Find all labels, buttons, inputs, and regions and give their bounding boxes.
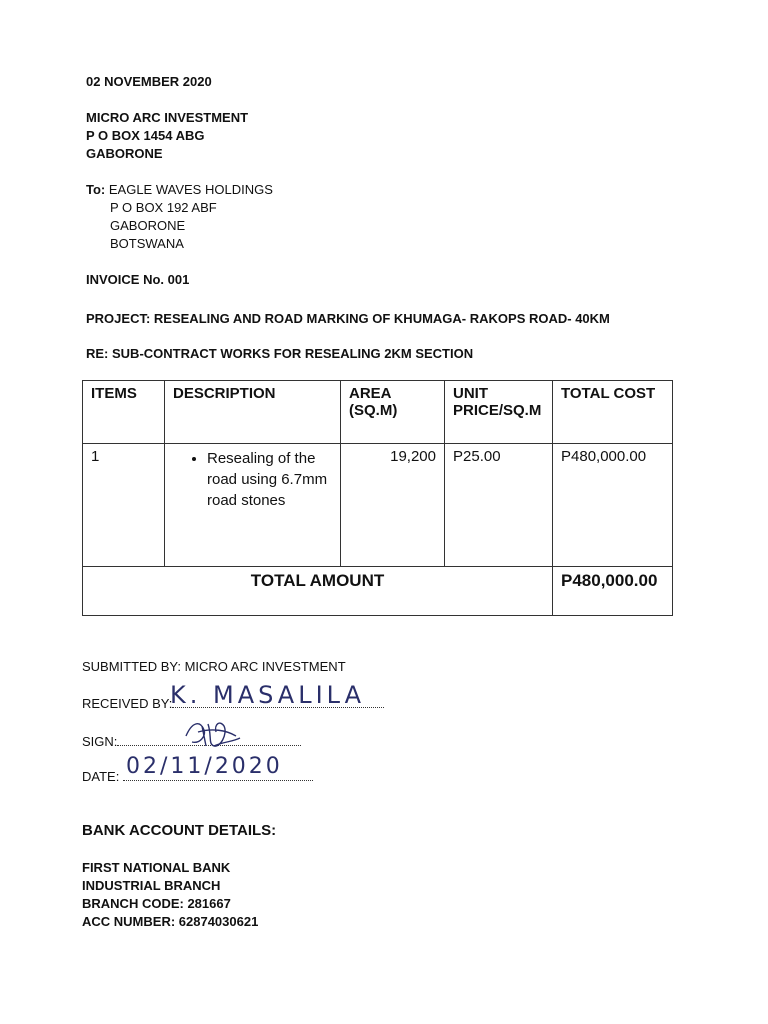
signature-mark	[178, 716, 248, 752]
submitted-by: SUBMITTED BY: MICRO ARC INVESTMENT	[82, 659, 346, 674]
table-row	[83, 444, 673, 567]
table-header-row	[83, 381, 673, 444]
total-amount-label: TOTAL AMOUNT	[83, 567, 553, 616]
invoice-number: INVOICE No. 001	[86, 272, 190, 287]
recipient-label: To:	[86, 182, 106, 197]
bank-branch-code: BRANCH CODE: 281667	[82, 896, 231, 911]
recipient-name: EAGLE WAVES HOLDINGS	[108, 182, 273, 197]
invoice-table	[82, 380, 673, 616]
bank-name: FIRST NATIONAL BANK	[82, 860, 231, 875]
project-line: PROJECT: RESEALING AND ROAD MARKING OF KHUMAGA- RAKOPS ROAD- 40KM	[86, 311, 610, 326]
recipient-box: P O BOX 192 ABF	[110, 200, 217, 215]
invoice-date: 02 NOVEMBER 2020	[86, 74, 212, 89]
bank-acc-number: ACC NUMBER: 62874030621	[82, 914, 259, 929]
bank-branch: INDUSTRIAL BRANCH	[82, 878, 221, 893]
cell-area: 19,200	[341, 444, 445, 567]
date-handwriting: 02/11/2020	[126, 754, 283, 779]
cell-unit-price: P25.00	[445, 444, 553, 567]
re-line: RE: SUB-CONTRACT WORKS FOR RESEALING 2KM SECTION	[86, 346, 474, 361]
sender-address	[86, 109, 248, 163]
cell-description	[165, 444, 341, 567]
recipient-address	[86, 181, 273, 199]
date-label: DATE:	[82, 769, 120, 784]
received-by-handwriting: K. MASALILA	[170, 681, 366, 709]
sender-box: P O BOX 1454 ABG	[86, 128, 205, 143]
bank-details-title: BANK ACCOUNT DETAILS:	[82, 822, 277, 839]
cell-total-cost: P480,000.00	[553, 444, 673, 567]
sender-name: MICRO ARC INVESTMENT	[86, 110, 249, 125]
header-description: DESCRIPTION	[165, 381, 341, 444]
header-items: ITEMS	[83, 381, 165, 444]
recipient-city: GABORONE	[110, 218, 186, 233]
recipient-country: BOTSWANA	[110, 236, 184, 251]
received-by-label: RECEIVED BY:	[82, 696, 173, 711]
sign-label: SIGN:	[82, 734, 118, 749]
sender-city: GABORONE	[86, 146, 163, 161]
bank-details	[82, 859, 258, 931]
header-area: AREA (SQ.M)	[341, 381, 445, 444]
header-unit-price: UNIT PRICE/SQ.M	[445, 381, 553, 444]
recipient-address-lines	[110, 199, 217, 253]
cell-item: 1	[83, 444, 165, 567]
total-amount-value: P480,000.00	[553, 567, 673, 616]
header-total-cost: TOTAL COST	[553, 381, 673, 444]
description-bullet: • Resealing of the road using 6.7mm road stones	[207, 448, 332, 511]
table-total-row	[83, 567, 673, 616]
